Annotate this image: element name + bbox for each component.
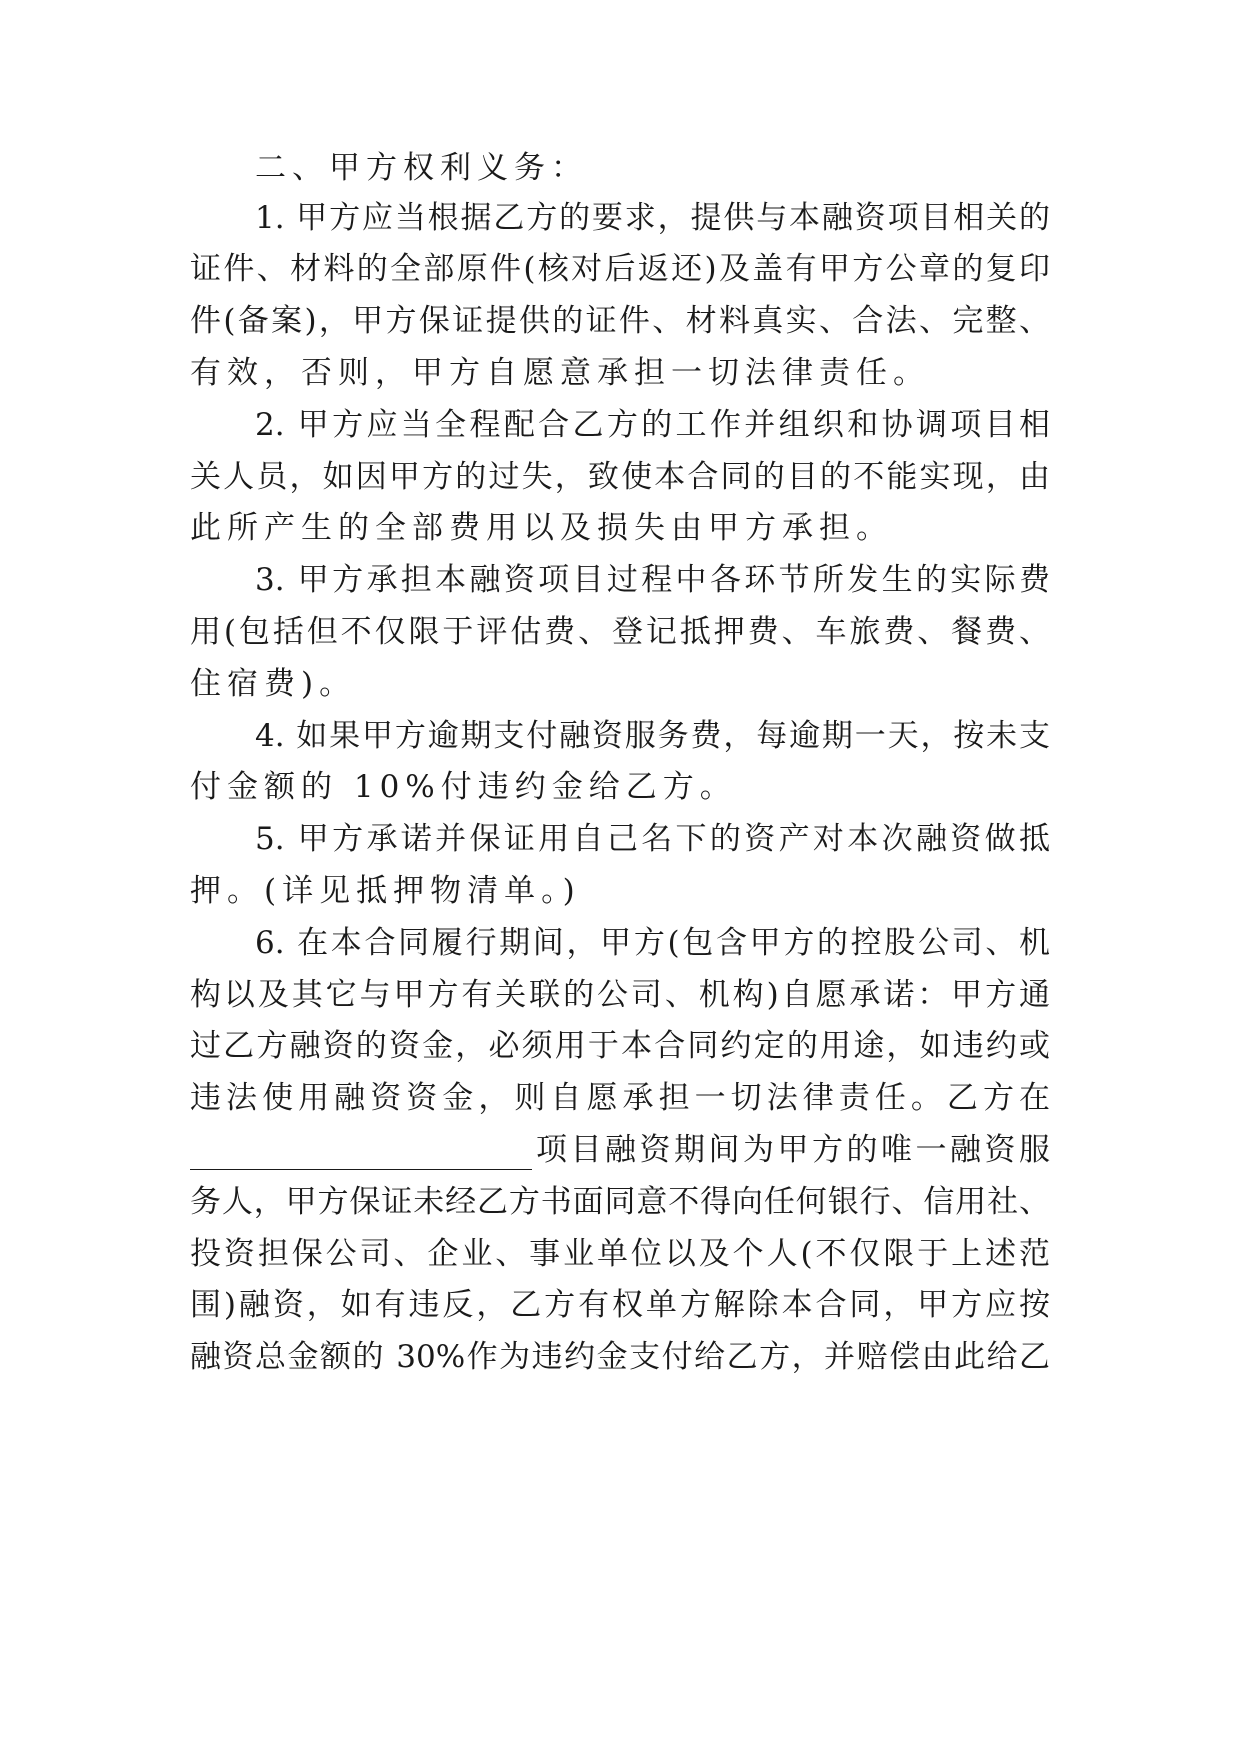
paragraph-line: 押。(详见抵押物清单。) (190, 873, 581, 909)
paragraph-line: 6. 在本合同履行期间，甲方(包含甲方的控股公司、机 (255, 925, 1050, 961)
fill-in-blank[interactable] (190, 1137, 532, 1170)
paragraph-line: 违法使用融资资金，则自愿承担一切法律责任。乙方在 (190, 1080, 1050, 1116)
section-heading: 二、甲方权利义务： (255, 150, 588, 186)
paragraph-line-tail: 项目融资期间为甲方的唯一融资服 (536, 1132, 1050, 1168)
paragraph-line: 有效，否则，甲方自愿意承担一切法律责任。 (190, 355, 930, 391)
paragraph-line: 证件、材料的全部原件(核对后返还)及盖有甲方公章的复印 (190, 251, 1050, 287)
paragraph-line: 此所产生的全部费用以及损失由甲方承担。 (190, 510, 893, 546)
paragraph-line: 件(备案)，甲方保证提供的证件、材料真实、合法、完整、 (190, 303, 1050, 339)
paragraph-line: 住宿费)。 (190, 666, 357, 702)
paragraph-line: 投资担保公司、企业、事业单位以及个人(不仅限于上述范 (190, 1236, 1050, 1272)
paragraph-line: 关人员，如因甲方的过失，致使本合同的目的不能实现，由 (190, 459, 1050, 495)
paragraph-line: 构以及其它与甲方有关联的公司、机构)自愿承诺：甲方通 (190, 977, 1050, 1013)
paragraph-line-with-blank (190, 1130, 1050, 1170)
paragraph-line: 用(包括但不仅限于评估费、登记抵押费、车旅费、餐费、 (190, 614, 1050, 650)
paragraph-line: 4. 如果甲方逾期支付融资服务费，每逾期一天，按未支 (255, 718, 1050, 754)
paragraph-line: 1. 甲方应当根据乙方的要求，提供与本融资项目相关的 (255, 200, 1050, 236)
paragraph-line: 付金额的 10%付违约金给乙方。 (190, 769, 737, 805)
paragraph-line: 融资总金额的 30%作为违约金支付给乙方，并赔偿由此给乙 (190, 1339, 1050, 1375)
paragraph-line: 务人，甲方保证未经乙方书面同意不得向任何银行、信用社、 (190, 1184, 1050, 1220)
paragraph-line: 2. 甲方应当全程配合乙方的工作并组织和协调项目相 (255, 407, 1050, 443)
paragraph-line: 围)融资，如有违反，乙方有权单方解除本合同，甲方应按 (190, 1287, 1050, 1323)
paragraph-line: 5. 甲方承诺并保证用自己名下的资产对本次融资做抵 (255, 821, 1050, 857)
paragraph-line: 过乙方融资的资金，必须用于本合同约定的用途，如违约或 (190, 1028, 1050, 1064)
paragraph-line: 3. 甲方承担本融资项目过程中各环节所发生的实际费 (255, 562, 1050, 598)
